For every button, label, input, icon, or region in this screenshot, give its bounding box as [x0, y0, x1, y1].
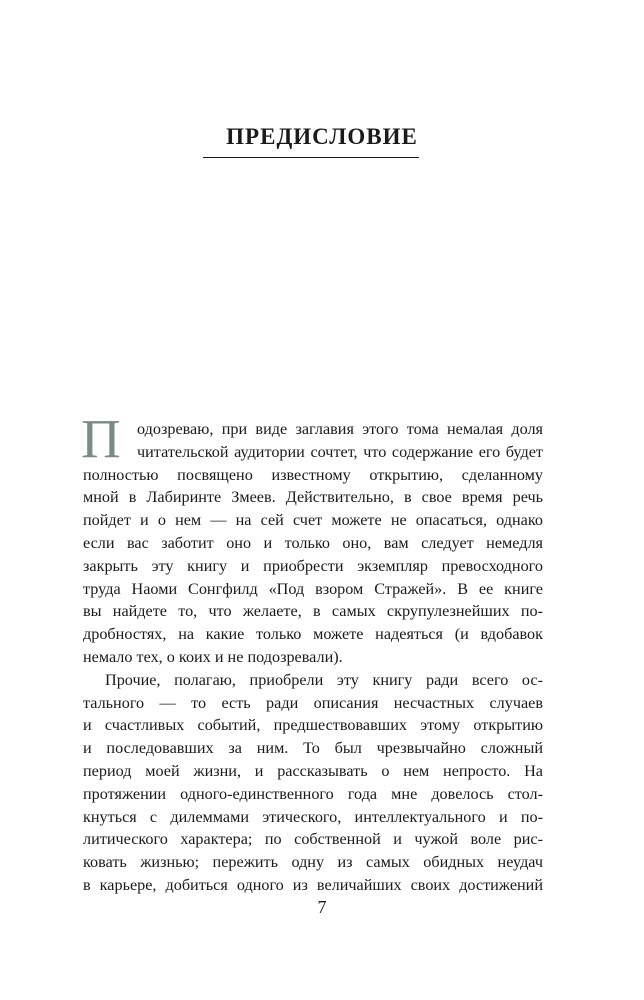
title-underline [203, 157, 419, 158]
paragraph-2-line: и счастливых событий, предшествовавших этому открытию [83, 716, 543, 735]
paragraph-1-line: немало тех, о коих и не подозревали). [83, 647, 343, 666]
paragraph-2-line: протяжении одного-единственного года мне довелось стол- [83, 784, 543, 803]
drop-cap: П [81, 408, 121, 469]
paragraph-1-line: закрыть эту книгу и приобрести экземпляр превосходного [83, 556, 543, 575]
paragraph-1-line: если вас заботит оно и только оно, вам следует немедля [83, 533, 543, 552]
paragraph-2-line: и последовавших за ним. То был чрезвычайно сложный [83, 739, 543, 758]
paragraph-1-line: читательской аудитории сочтет, что содержание его будет [137, 442, 543, 461]
chapter-title: ПРЕДИСЛОВИЕ [226, 124, 418, 149]
paragraph-1-line: пойдет и о нем — на сей счет можете не опасаться, однако [83, 511, 543, 530]
paragraph-1-line: вы найдете то, что желаете, в самых скрупулезнейших по- [83, 602, 543, 621]
paragraph-2-line: литического характера; по собственной и чужой воле рис- [83, 830, 543, 849]
page-number: 7 [317, 897, 327, 917]
paragraph-2-line: кнуться с дилеммами этического, интеллектуального и по- [83, 807, 543, 826]
chapter-body [81, 408, 543, 897]
paragraph-2-line: период моей жизни, и рассказывать о нем непросто. На [83, 761, 543, 780]
paragraph-1-first-line-text: одозреваю, при виде заглавия этого тома немалая доля [137, 420, 543, 438]
paragraph-2-line: в карьере, добиться одного из величайших своих достижений [83, 875, 543, 894]
paragraph-2-line: тального — то есть ради описания несчастных случаев [83, 693, 543, 712]
paragraph-1-line: дробностях, на какие только можете надеяться (и вдобавок [83, 625, 543, 644]
paragraph-2-line: Прочие, полагаю, приобрели эту книгу ради всего ос- [105, 670, 543, 689]
paragraph-1-line: полностью посвящено известному открытию, сделанному [83, 465, 543, 484]
paragraph-1-line: труда Наоми Сонгфилд «Под взором Стражей». В ее книге [83, 579, 543, 598]
paragraph-1-line: мной в Лабиринте Змеев. Действительно, в свое время речь [83, 488, 543, 507]
paragraph-2-line: ковать жизнью; пережить одну из самых обидных неудач [83, 853, 543, 872]
